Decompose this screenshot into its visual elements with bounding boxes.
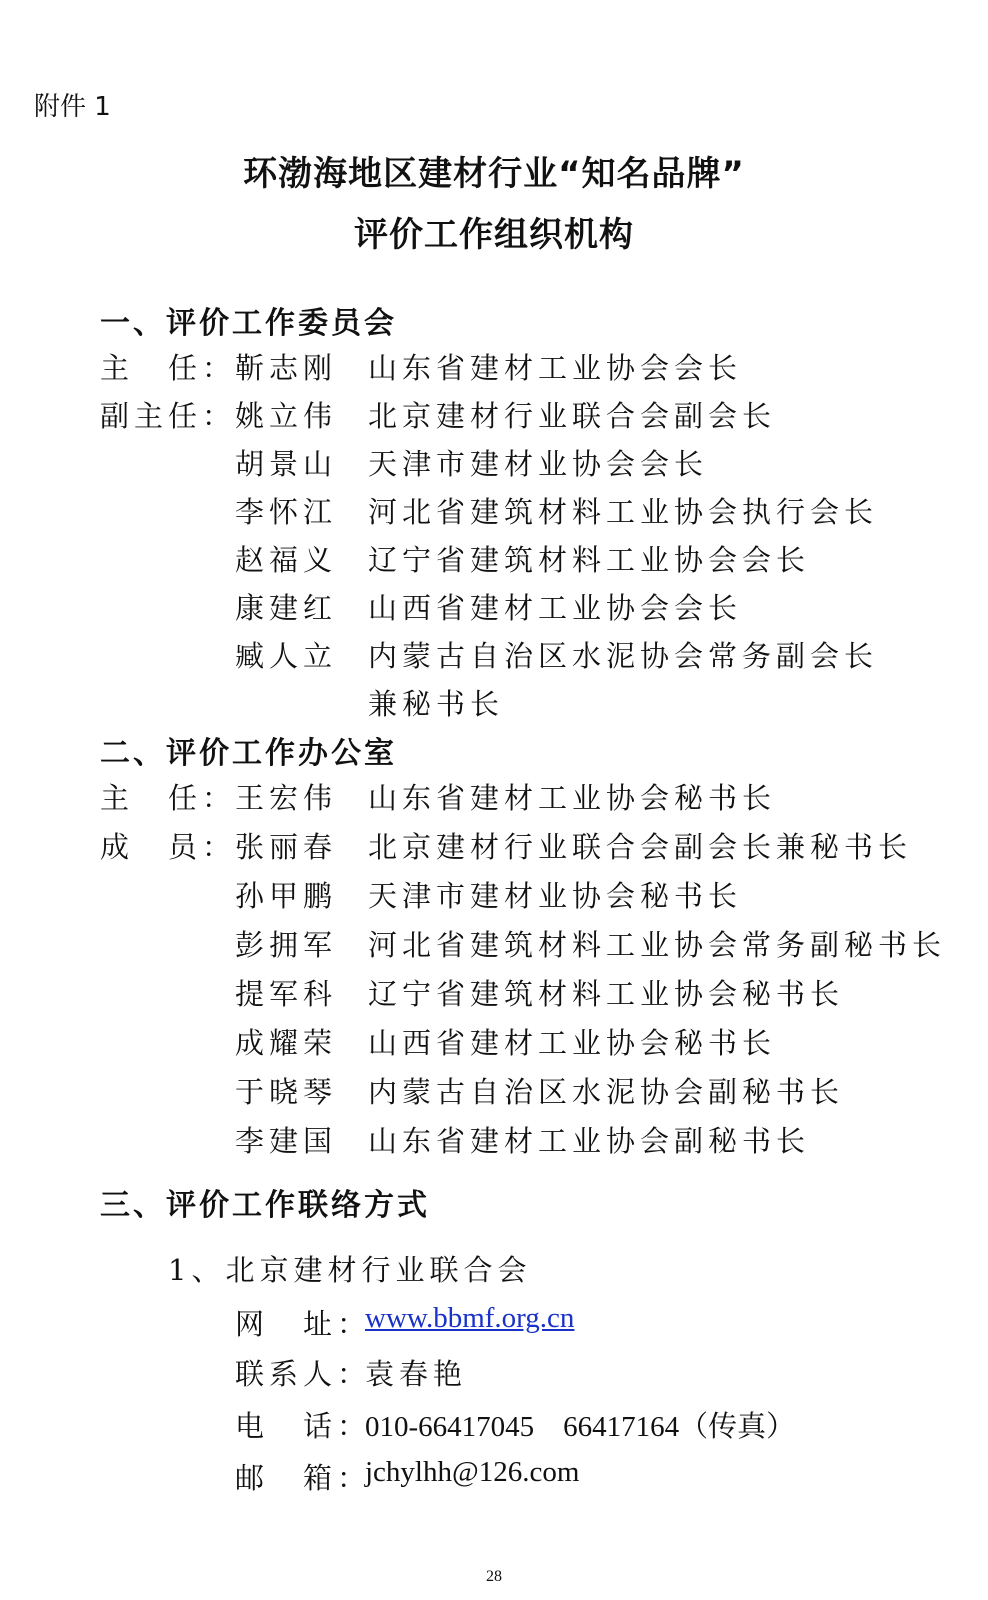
website-row	[0, 1302, 988, 1344]
member-org: 北京建材行业联合会副会长兼秘书长	[368, 830, 913, 864]
member-org: 内蒙古自治区水泥协会常务副会长	[368, 639, 879, 673]
member-row	[0, 1119, 988, 1161]
member-role: 主 任：	[100, 781, 237, 815]
member-name: 于晓琴	[235, 1075, 338, 1109]
member-org: 天津市建材业协会会长	[368, 447, 709, 481]
email-value: jchylhh@126.com	[365, 1456, 580, 1488]
member-row	[0, 586, 988, 628]
member-org: 山西省建材工业协会会长	[368, 591, 743, 625]
member-row	[0, 682, 988, 724]
member-name: 胡景山	[235, 447, 338, 481]
member-org: 山东省建材工业协会会长	[368, 351, 743, 385]
member-name: 李建国	[235, 1124, 338, 1158]
member-name: 靳志刚	[235, 351, 338, 385]
member-role: 成 员：	[100, 830, 237, 864]
member-name: 彭拥军	[235, 928, 338, 962]
member-name: 姚立伟	[235, 399, 338, 433]
member-row	[0, 972, 988, 1014]
member-name: 臧人立	[235, 639, 338, 673]
member-name: 孙甲鹏	[235, 879, 338, 913]
member-org: 内蒙古自治区水泥协会副秘书长	[368, 1075, 845, 1109]
member-row	[0, 394, 988, 436]
member-row	[0, 825, 988, 867]
member-name: 赵福义	[235, 543, 338, 577]
member-row	[0, 346, 988, 388]
member-row	[0, 923, 988, 965]
member-role: 主 任：	[100, 351, 237, 385]
member-name: 成耀荣	[235, 1026, 338, 1060]
contact-person: 袁春艳	[365, 1359, 468, 1391]
member-row	[0, 1021, 988, 1063]
website-label: 网 址：	[235, 1307, 372, 1341]
section-1-heading: 一、评价工作委员会	[100, 306, 397, 341]
member-org: 天津市建材业协会秘书长	[368, 879, 743, 913]
page-title-line1: 环渤海地区建材行业“知名品牌”	[243, 154, 745, 194]
section-3-heading: 三、评价工作联络方式	[100, 1188, 430, 1223]
email-label: 邮 箱：	[235, 1461, 372, 1495]
member-name: 张丽春	[235, 830, 338, 864]
page-number: 28	[486, 1568, 502, 1585]
member-name: 李怀江	[235, 495, 338, 529]
member-name: 提军科	[235, 977, 338, 1011]
member-org: 河北省建筑材料工业协会常务副秘书长	[368, 928, 947, 962]
attachment-label: 附件 1	[34, 92, 111, 122]
member-name: 康建红	[235, 591, 338, 625]
member-org: 辽宁省建筑材料工业协会会长	[368, 543, 811, 577]
member-org: 北京建材行业联合会副会长	[368, 399, 777, 433]
member-name: 王宏伟	[235, 781, 338, 815]
member-row	[0, 490, 988, 532]
contact-label: 联系人：	[235, 1357, 372, 1391]
contact-org-title: 1、北京建材行业联合会	[168, 1253, 532, 1287]
phone-value: 010-66417045 66417164（传真）	[365, 1411, 796, 1443]
member-org: 河北省建筑材料工业协会执行会长	[368, 495, 879, 529]
member-role: 副主任：	[100, 399, 237, 433]
member-row	[0, 1070, 988, 1112]
member-row	[0, 874, 988, 916]
phone-row	[0, 1404, 988, 1446]
member-row	[0, 538, 988, 580]
member-org: 山东省建材工业协会副秘书长	[368, 1124, 811, 1158]
member-row	[0, 776, 988, 818]
phone-label: 电 话：	[235, 1409, 372, 1443]
contact-row	[0, 1352, 988, 1394]
member-row	[0, 442, 988, 484]
member-row	[0, 634, 988, 676]
website-link[interactable]: www.bbmf.org.cn	[365, 1302, 575, 1334]
email-row	[0, 1456, 988, 1498]
member-org: 山西省建材工业协会秘书长	[368, 1026, 777, 1060]
member-org: 兼秘书长	[368, 687, 505, 721]
member-org: 山东省建材工业协会秘书长	[368, 781, 777, 815]
member-org: 辽宁省建筑材料工业协会秘书长	[368, 977, 845, 1011]
section-2-heading: 二、评价工作办公室	[100, 736, 397, 771]
page-title-line2: 评价工作组织机构	[354, 215, 634, 255]
